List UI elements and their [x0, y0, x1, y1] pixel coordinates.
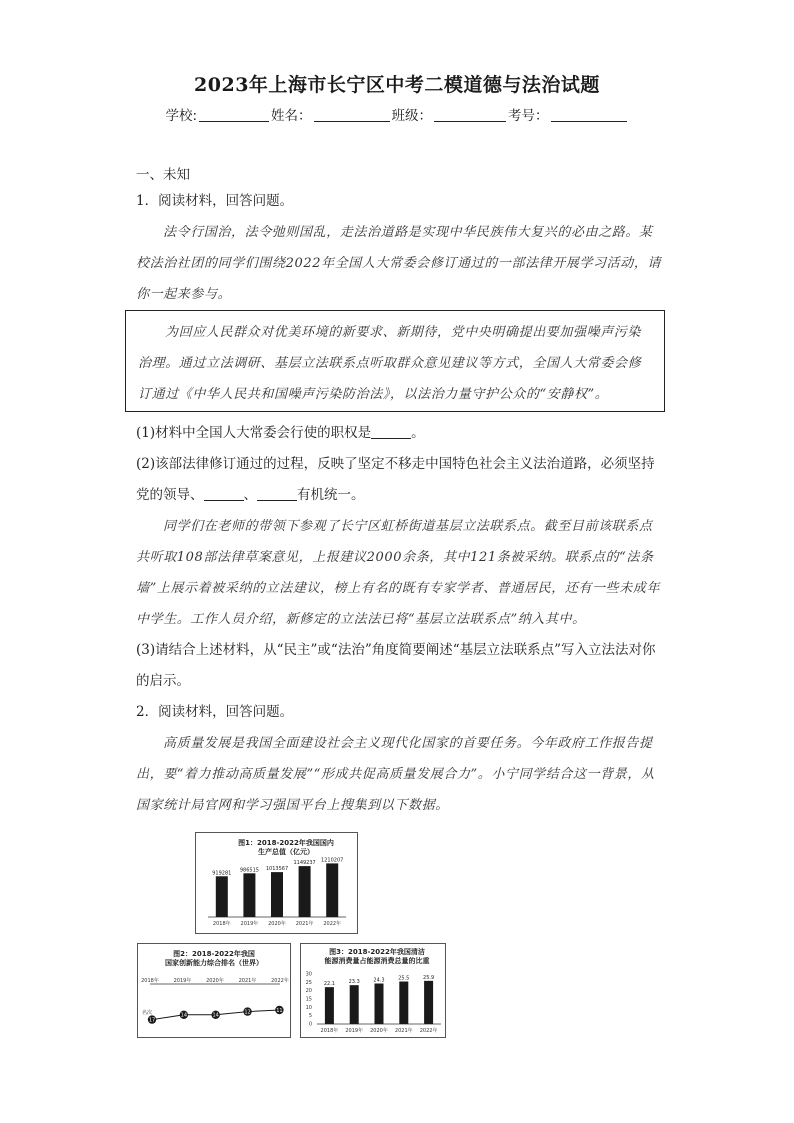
data-label: 1013567 — [265, 866, 289, 873]
bar — [243, 873, 255, 917]
figure-3-svg — [301, 944, 445, 1037]
y-tick-label: 0 — [308, 1021, 312, 1028]
y-tick-label: 25 — [305, 979, 312, 986]
data-label: 17 — [148, 1017, 156, 1024]
question-1-sub-2: (2)该部法律修订通过的过程，反映了坚定不移走中国特色社会主义法治道路，必须坚持党的领导、 、 有机统一。 — [136, 456, 655, 503]
question-2-material: 高质量发展是我国全面建设社会主义现代化国家的首要任务。今年政府工作报告提出，要“着力推动高质量发展”“形成共促高质量发展合力”。小宁同学结合这一背景，从国家统计局官网和学习强国平台上搜集到以下数据。 — [136, 736, 655, 813]
chart-title: 图1：2018-2022年我国国内 — [238, 839, 334, 847]
material-box: 为回应人民群众对优美环境的新要求、新期待，党中央明确提出要加强噪声污染治理。通过立法调研、基层立法联系点听取群众意见建议等方式，全国人大常委会修订通过《中华人民共和国噪声污染防治法》，以法治力量守护公众的“安静权”。 — [125, 310, 665, 412]
y-tick-label: 10 — [305, 1004, 312, 1011]
question-1-material-2: 同学们在老师的带领下参观了长宁区虹桥街道基层立法联系点。截至目前该联系点共听取108部法律草案意见，上报建议2000余条，其中121条被采纳。联系点的“法条墙”上展示着被采纳的立法建议，榜上有名的既有专家学者、普通居民，还有一些未成年中学生。工作人员介绍，新修定的立法法已将“基层立法联系点”纳入其中。 — [136, 519, 661, 627]
question-1-material-1: 法令行国治，法令弛则国乱，走法治道路是实现中华民族伟大复兴的必由之路。某校法治社团的同学们围绕2022年全国人大常委会修订通过的一部法律开展学习活动，请你一起来参与。 — [136, 225, 662, 302]
question-1-intro: 1．阅读材料，回答问题。 — [136, 193, 294, 209]
x-tick-label: 2021年 — [295, 921, 314, 927]
exam-number-label: 考号： — [508, 108, 549, 124]
x-tick-label: 2022年 — [323, 921, 342, 927]
data-label: 1210207 — [321, 857, 344, 864]
x-tick-label: 2022年 — [271, 978, 289, 984]
bar — [326, 863, 338, 917]
chart-title: 图3：2018-2022年我国清洁 — [329, 948, 425, 956]
data-label: 919281 — [212, 870, 232, 877]
x-tick-label: 2018年 — [320, 1028, 339, 1034]
y-tick-label: 5 — [308, 1013, 312, 1020]
x-tick-label: 2019年 — [173, 978, 192, 984]
chart-title: 能源消费量占能源消费总量的比重 — [324, 957, 430, 965]
bar — [424, 981, 433, 1024]
y-tick-label: 15 — [305, 996, 312, 1003]
answer-blank[interactable] — [371, 424, 411, 439]
student-info-line — [0, 104, 794, 124]
x-tick-label: 2021年 — [238, 978, 257, 984]
y-tick-label: 30 — [305, 971, 312, 978]
school-label: 学校: — [165, 108, 198, 124]
figure-1-svg — [196, 833, 357, 933]
bar — [299, 866, 311, 917]
data-label: 11 — [276, 1007, 283, 1014]
row-label: 名次 — [142, 1010, 153, 1016]
x-tick-label: 2020年 — [370, 1028, 388, 1034]
question-1-sub-1: (1)材料中全国人大常委会行使的职权是 。 — [136, 425, 425, 441]
section-heading: 一、未知 — [136, 167, 190, 183]
class-blank[interactable] — [434, 107, 506, 122]
name-blank[interactable] — [314, 107, 390, 122]
x-tick-label: 2019年 — [240, 921, 259, 927]
x-tick-label: 2018年 — [141, 978, 159, 984]
x-tick-label: 2022年 — [419, 1028, 438, 1034]
answer-blank[interactable] — [257, 486, 297, 501]
x-tick-label: 2018年 — [212, 921, 231, 927]
data-label: 1149237 — [293, 860, 316, 867]
x-tick-label: 2020年 — [268, 921, 286, 927]
class-label: 班级： — [391, 108, 433, 124]
question-1-sub-3: (3)请结合上述材料，从“民主”或“法治”角度简要阐述“基层立法联系点”写入立法法对你的启示。 — [136, 642, 656, 689]
bar — [271, 872, 283, 917]
data-label: 22.1 — [323, 981, 335, 988]
data-label: 14 — [180, 1012, 188, 1019]
data-label: 24.3 — [373, 977, 385, 984]
chart-title: 图2：2018-2022年我国 — [173, 950, 255, 958]
page-title: 2023年上海市长宁区中考二模道德与法治试题 — [194, 74, 600, 96]
data-label: 25.9 — [423, 974, 435, 981]
data-label: 12 — [244, 1009, 251, 1016]
data-label: 25.5 — [398, 975, 410, 982]
x-tick-label: 2021年 — [394, 1028, 413, 1034]
chart-title: 生产总值（亿元） — [258, 848, 314, 856]
data-label: 986515 — [239, 867, 259, 874]
bar — [375, 984, 384, 1025]
data-label: 23.3 — [348, 979, 360, 986]
exam-number-blank[interactable] — [551, 107, 627, 122]
figure-2-svg — [138, 944, 290, 1037]
chart-title: 国家创新能力综合排名（世界） — [165, 959, 263, 967]
bar — [399, 982, 408, 1025]
bar — [216, 876, 228, 917]
bar — [350, 985, 359, 1024]
bar — [325, 987, 334, 1024]
data-label: 14 — [212, 1012, 219, 1019]
x-tick-label: 2020年 — [206, 978, 224, 984]
figure-1-gdp-chart — [195, 832, 358, 934]
figure-3-clean-energy-chart — [300, 943, 446, 1038]
figure-2-ranking-chart — [137, 943, 291, 1038]
question-2-intro: 2．阅读材料，回答问题。 — [136, 704, 294, 720]
x-tick-label: 2019年 — [345, 1028, 364, 1034]
y-tick-label: 20 — [305, 988, 312, 995]
school-blank[interactable] — [199, 107, 269, 122]
answer-blank[interactable] — [204, 486, 244, 501]
name-label: 姓名： — [271, 108, 312, 124]
